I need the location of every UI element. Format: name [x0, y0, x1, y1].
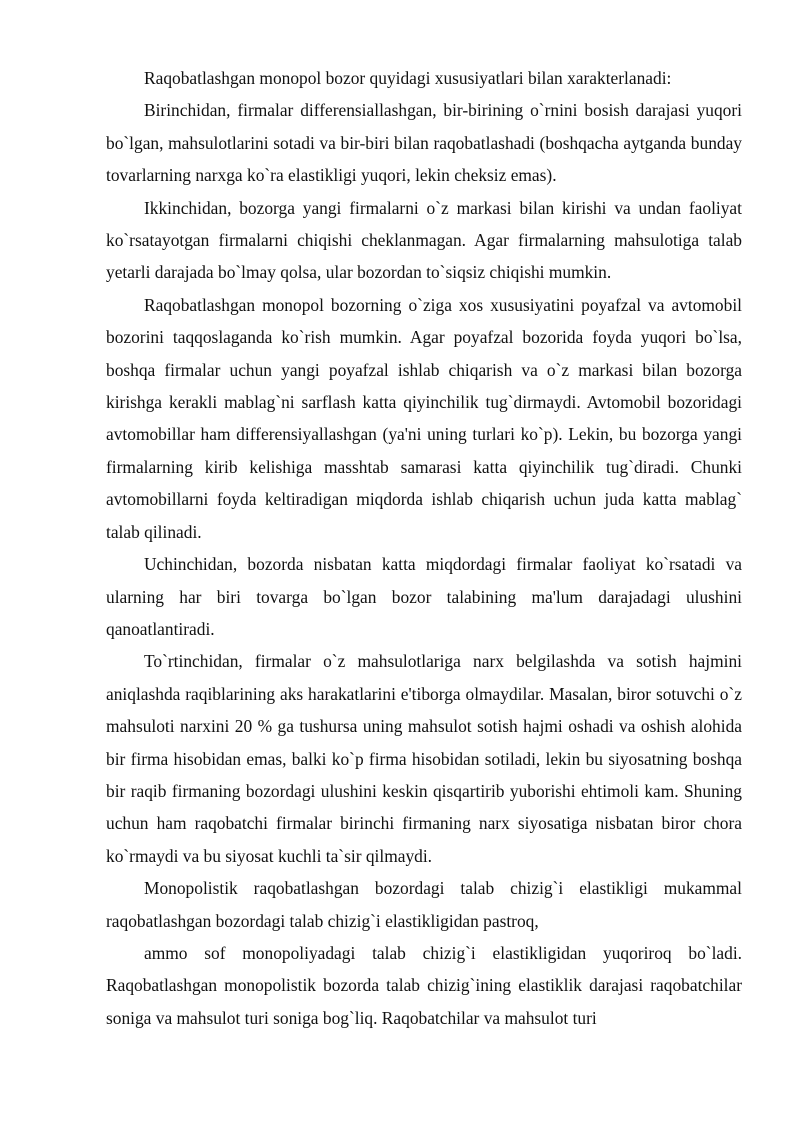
paragraph-elasticity-continued: ammo sof monopoliyadagi talab chizig`i elastikligidan yuqoriroq bo`ladi. Raqobatlashgan monopolistik bozorda talab chizig`ining elastiklik darajasi raqobatchilar soniga va mahsulot turi soniga bog`liq. Raqobatchilar va mahsulot turi — [106, 942, 742, 1028]
paragraph-third-feature: Uchinchidan, bozorda nisbatan katta miqdordagi firmalar faoliyat ko`rsatadi va ularning har biri tovarga bo`lgan bozor talabining ma'lum darajadagi ulushini qanoatlantiradi. — [106, 554, 742, 639]
paragraph-elasticity: Monopolistik raqobatlashgan bozordagi talab chizig`i elastikligi mukammal raqobatlashgan bozordagi talab chizig`i elastikligidan pastroq, — [106, 878, 742, 931]
document-page — [106, 62, 742, 1034]
paragraph-intro: Raqobatlashgan monopol bozor quyidagi xususiyatlari bilan xarakterlanadi: — [144, 68, 672, 88]
paragraph-example: Raqobatlashgan monopol bozorning o`ziga xos xususiyatini poyafzal va avtomobil bozorini taqqoslaganda ko`rish mumkin. Agar poyafzal bozorida foyda yuqori bo`lsa, boshqa firmalar uchun yangi poyafzal ishlab chiqarish va o`z markasi bilan bozorga kirishga kerakli mablag`ni sarflash katta qiyinchilik tug`dirmaydi. Avtomobil bozoridagi avtomobillar ham differensiyallashgan (ya'ni uning turlari ko`p). Lekin, bu bozorga yangi firmalarning kirib kelishiga masshtab samarasi katta qiyinchilik tug`diradi. Chunki avtomobillarni foyda keltiradigan miqdorda ishlab chiqarish uchun juda katta mablag` talab qilinadi. — [106, 294, 742, 542]
paragraph-fourth-feature: To`rtinchidan, firmalar o`z mahsulotlariga narx belgilashda va sotish hajmini aniqlashda raqiblarining aks harakatlarini e'tiborga olmaydilar. Masalan, biror sotuvchi o`z mahsuloti narxini 20 % ga tushursa uning mahsulot sotish hajmi oshadi va oshish alohida bir firma hisobidan emas, balki ko`p firma hisobidan sotiladi, lekin bu siyosatning boshqa bir raqib firmaning bozordagi ulushini keskin qisqartirib yuborishi ehtimoli kam. Shuning uchun ham raqobatchi firmalar birinchi firmaning narx siyosatiga nisbatan biror chora ko`rmaydi va bu siyosat kuchli ta`sir qilmaydi. — [106, 651, 742, 866]
paragraph-first-feature: Birinchidan, firmalar differensiallashgan, bir-birining o`rnini bosish darajasi yuqori bo`lgan, mahsulotlarini sotadi va bir-biri bilan raqobatlashadi (boshqacha aytganda bunday tovarlarning narxga ko`ra elastikligi yuqori, lekin cheksiz emas). — [106, 100, 742, 186]
paragraph-second-feature: Ikkinchidan, bozorga yangi firmalarni o`z markasi bilan kirishi va undan faoliyat ko`rsatayotgan firmalarni chiqishi cheklanmagan. Agar firmalarning mahsulotiga talab yetarli darajada bo`lmay qolsa, ular bozordan to`siqsiz chiqishi mumkin. — [106, 197, 742, 283]
